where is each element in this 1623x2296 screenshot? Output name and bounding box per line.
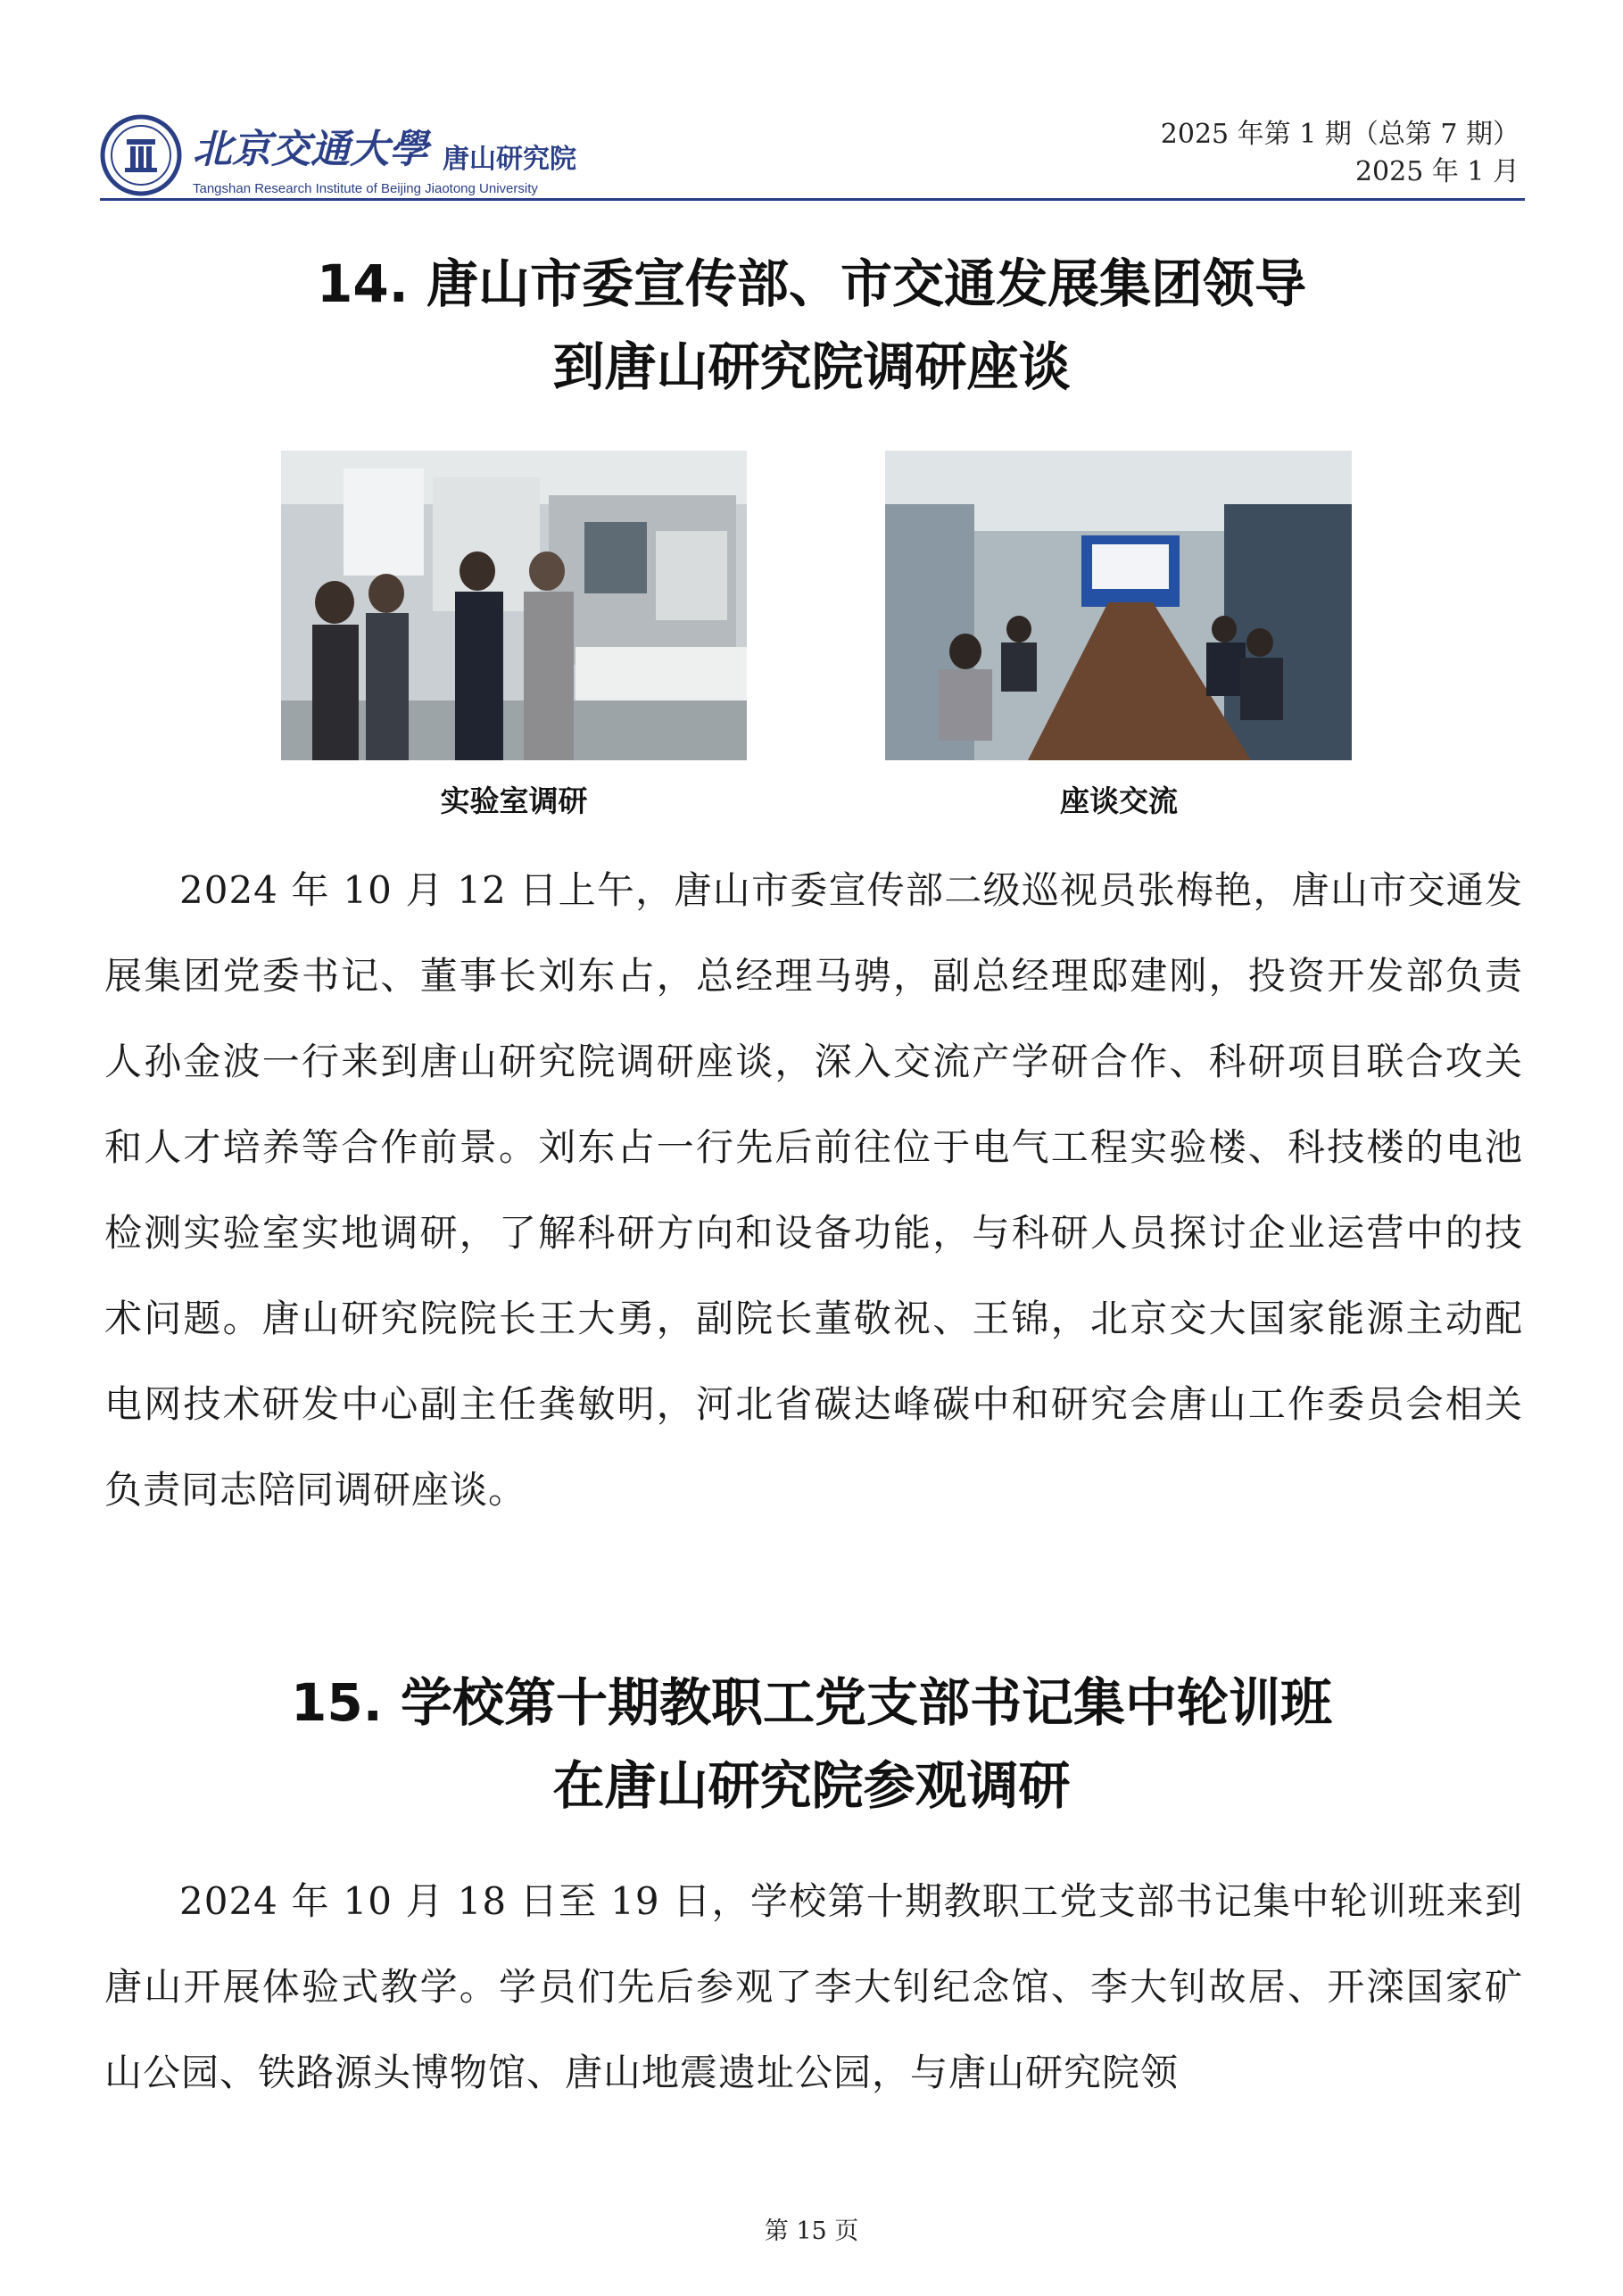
issue-number: 2025 年第 1 期（总第 7 期） [1160, 119, 1519, 150]
article14-title-line1: 14. 唐山市委宣传部、市交通发展集团领导 [317, 253, 1306, 314]
article15-body: 2024 年 10 月 18 日至 19 日，学校第十期教职工党支部书记集中轮训班来到唐山开展体验式教学。学员们先后参观了李大钊纪念馆、李大钊故居、开滦国家矿山公园、铁路源头博物馆、唐山地震遗址公园，与唐山研究院领 [104, 1879, 1523, 2094]
header-divider [100, 198, 1525, 201]
lab-visit-photo [281, 451, 747, 760]
article15-title-line1: 15. 学校第十期教职工党支部书记集中轮训班 [291, 1672, 1332, 1733]
article15-title-line2: 在唐山研究院参观调研 [552, 1755, 1071, 1816]
meeting-photo [885, 451, 1352, 760]
issue-date: 2025 年 1 月 [1354, 156, 1519, 187]
logo-sub-text: 唐山研究院 [443, 144, 576, 175]
page-header [100, 105, 1525, 202]
institute-logo [100, 111, 644, 200]
article14-body: 2024 年 10 月 12 日上午，唐山市委宣传部二级巡视员张梅艳，唐山市交通发展集团党委书记、董事长刘东占，总经理马骋，副总经理邸建刚，投资开发部负责人孙金波一行来到唐山研究院调研座谈，深入交流产学研合作、科研项目联合攻关和人才培养等合作前景。刘东占一行先后前往位于电气工程实验楼、科技楼的电池检测实验室实地调研，了解科研方向和设备功能，与科研人员探讨企业运营中的技术问题。唐山研究院院长王大勇，副院长董敬祝、王锦，北京交大国家能源主动配电网技术研发中心副主任龚敏明，河北省碳达峰碳中和研究会唐山工作委员会相关负责同志陪同调研座谈。 [104, 868, 1523, 1512]
logo-en-text: Tangshan Research Institute of Beijing Jiaotong University [193, 181, 538, 196]
photo2-caption: 座谈交流 [1060, 783, 1178, 818]
article14-title-line2: 到唐山研究院调研座谈 [552, 336, 1071, 397]
issue-info [1161, 116, 1519, 191]
photo1-caption: 实验室调研 [440, 783, 588, 818]
logo-cn-text: 北京交通大學 [193, 127, 428, 172]
page-number: 第 15 页 [764, 2217, 859, 2245]
